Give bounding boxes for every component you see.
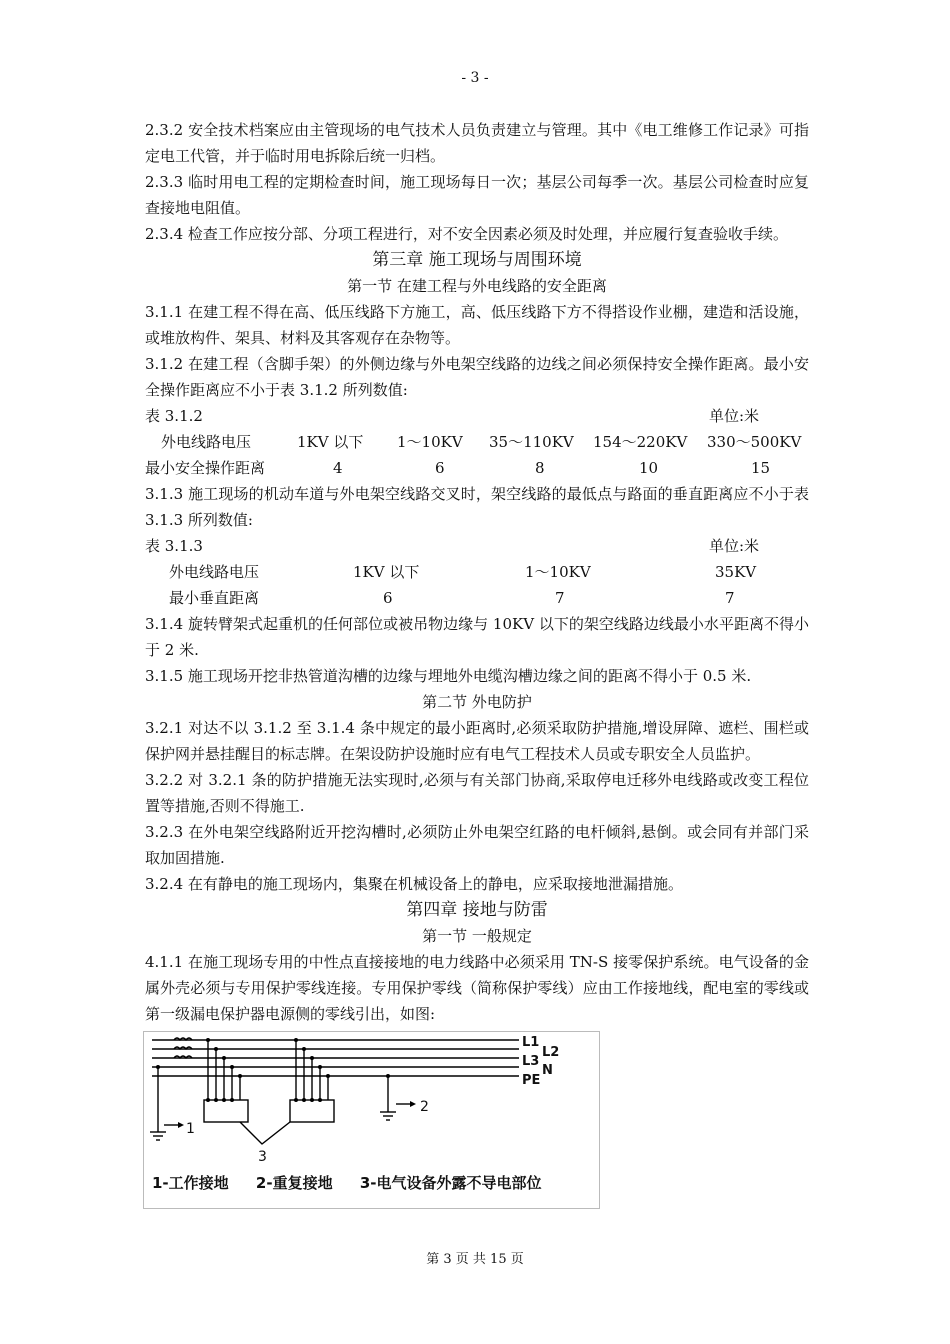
table-3-1-2-row xyxy=(145,455,809,481)
table-unit: 单位:米 xyxy=(708,537,759,555)
table-cell: 1～10KV xyxy=(525,563,591,581)
page-body xyxy=(145,117,809,1209)
label-pe: PE xyxy=(522,1073,541,1088)
label-l3: L3 xyxy=(522,1054,540,1069)
table-3-1-3-header xyxy=(145,559,809,585)
diagram-legend xyxy=(152,1170,563,1196)
paragraph-3-2-2: 3.2.2 对 3.2.1 条的防护措施无法实现时,必须与有关部门协商,采取停电迁移外电线路或改变工程位置等措施,否则不得施工. xyxy=(145,771,809,815)
label-n: N xyxy=(542,1063,553,1078)
marker-2: 2 xyxy=(420,1099,429,1115)
paragraph-3-1-5: 3.1.5 施工现场开挖非热管道沟槽的边缘与埋地外电缆沟槽边缘之间的距离不得小于 0.5 米. xyxy=(145,667,752,685)
table-cell: 最小垂直距离 xyxy=(169,589,260,607)
table-cell: 外电线路电压 xyxy=(169,563,260,581)
marker-1: 1 xyxy=(186,1121,195,1137)
table-cell: 1KV 以下 xyxy=(353,563,420,581)
paragraph-3-1-3: 3.1.3 施工现场的机动车道与外电架空线路交叉时，架空线路的最低点与路面的垂直距离应不小于表 3.1.3 所列数值: xyxy=(145,485,809,529)
paragraph-2-3-2: 2.3.2 安全技术档案应由主管现场的电气技术人员负责建立与管理。其中《电工维修工作记录》可指定电工代管，并于临时用电拆除后统一归档。 xyxy=(145,121,809,165)
paragraph-4-1-1: 4.1.1 在施工现场专用的中性点直接接地的电力线路中必须采用 TN-S 接零保护系统。电气设备的金属外壳必须与专用保护零线连接。专用保护零线（简称保护零线）应由工作接地线，配电室的零线或第一级漏电保护器电源侧的零线引出，如图: xyxy=(145,953,809,1023)
label-l1: L1 xyxy=(522,1035,540,1050)
table-cell: 10 xyxy=(639,459,659,477)
legend-item: 3-电气设备外露不导电部位 xyxy=(359,1174,542,1192)
table-3-1-3-caption-row xyxy=(145,533,809,559)
table-cell: 154～220KV xyxy=(593,433,688,451)
paragraph-3-1-4: 3.1.4 旋转臂架式起重机的任何部位或被吊物边缘与 10KV 以下的架空线路边线最小水平距离不得小于 2 米. xyxy=(145,615,809,659)
label-l2: L2 xyxy=(542,1045,560,1060)
page-marker: - 3 - xyxy=(461,70,489,86)
table-cell: 6 xyxy=(383,589,393,607)
table-unit: 单位:米 xyxy=(708,407,759,425)
paragraph-2-3-4: 2.3.4 检查工作应按分部、分项工程进行，对不安全因素必须及时处理，并应履行复查验收手续。 xyxy=(145,225,788,243)
table-cell: 35KV xyxy=(715,563,757,581)
chapter-4-title: 第四章 接地与防雷 xyxy=(406,900,548,920)
table-cell: 8 xyxy=(535,459,545,477)
table-cell: 最小安全操作距离 xyxy=(145,459,266,477)
paragraph-3-2-3: 3.2.3 在外电架空线路附近开挖沟槽时,必须防止外电架空红路的电杆倾斜,悬倒。或会同有并部门采取加固措施. xyxy=(145,823,809,867)
chapter-4-section-1-title: 第一节 一般规定 xyxy=(422,927,532,945)
marker-3: 3 xyxy=(258,1149,267,1165)
paragraph-3-2-1: 3.2.1 对达不以 3.1.2 至 3.1.4 条中规定的最小距离时,必须采取防护措施,增设屏障、遮栏、围栏或保护网并悬挂醒目的标志牌。在架设防护设施时应有电气工程技术人员或专职安全人员监护。 xyxy=(145,719,809,763)
paragraph-3-2-4: 3.2.4 在有静电的施工现场内，集聚在机械设备上的静电，应采取接地泄漏措施。 xyxy=(145,875,683,893)
page-footer: 第 3 页 共 15 页 xyxy=(426,1252,524,1267)
table-3-1-2-header xyxy=(145,429,809,455)
chapter-3-section-2-title: 第二节 外电防护 xyxy=(422,693,532,711)
legend-item: 1-工作接地 xyxy=(152,1174,229,1192)
table-caption: 表 3.1.2 xyxy=(145,407,203,425)
table-cell: 35～110KV xyxy=(489,433,574,451)
chapter-3-title: 第三章 施工现场与周围环境 xyxy=(372,250,582,270)
table-cell: 1～10KV xyxy=(397,433,463,451)
table-3-1-2-caption-row xyxy=(145,403,809,429)
paragraph-2-3-3: 2.3.3 临时用电工程的定期检查时间，施工现场每日一次；基层公司每季一次。基层公司检查时应复查接地电阻值。 xyxy=(145,173,809,217)
table-cell: 7 xyxy=(725,589,735,607)
chapter-3-section-1-title: 第一节 在建工程与外电线路的安全距离 xyxy=(347,277,607,295)
table-cell: 1KV 以下 xyxy=(297,433,364,451)
table-cell: 6 xyxy=(435,459,445,477)
paragraph-3-1-1: 3.1.1 在建工程不得在高、低压线路下方施工，高、低压线路下方不得搭设作业棚，建造和活设施，或堆放构件、架具、材料及其客观存在杂物等。 xyxy=(145,303,809,347)
table-3-1-3-row xyxy=(145,585,809,611)
table-cell: 4 xyxy=(333,459,343,477)
table-cell: 7 xyxy=(555,589,565,607)
table-cell: 15 xyxy=(751,459,771,477)
table-caption: 表 3.1.3 xyxy=(145,537,203,555)
paragraph-3-1-2: 3.1.2 在建工程（含脚手架）的外侧边缘与外电架空线路的边线之间必须保持安全操作距离。最小安全操作距离应不小于表 3.1.2 所列数值: xyxy=(145,355,809,399)
tn-s-wiring-diagram xyxy=(143,1031,600,1209)
legend-item: 2-重复接地 xyxy=(255,1174,333,1192)
table-cell: 外电线路电压 xyxy=(161,433,252,451)
table-cell: 330～500KV xyxy=(707,433,802,451)
